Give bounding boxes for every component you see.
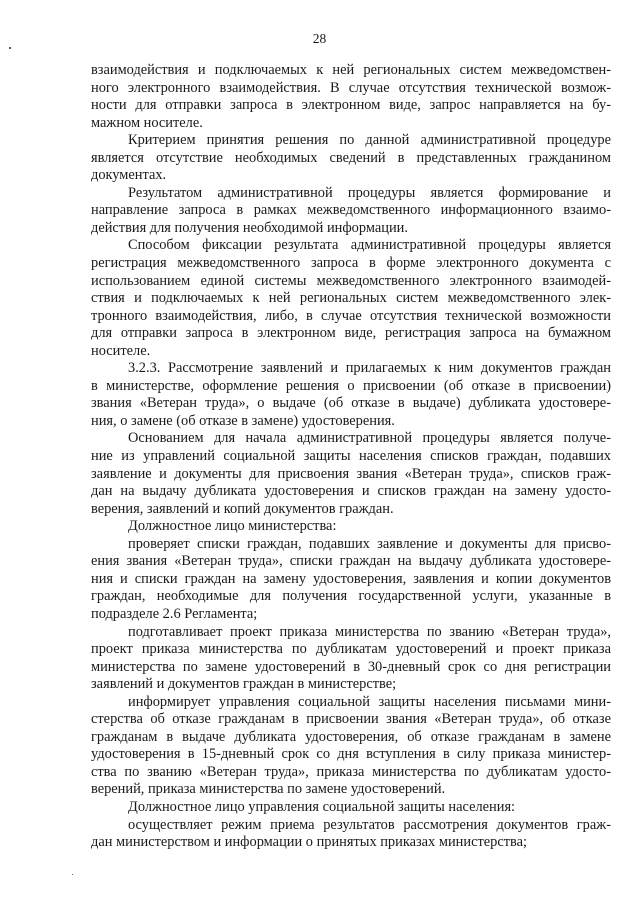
text-line: министерства по замене удостоверений в 30-дневный срок со дня регистрации	[91, 658, 611, 675]
text-line: 3.2.3. Рассмотрение заявлений и прилагаемых к ним документов граждан	[128, 360, 611, 377]
scan-speck	[72, 874, 73, 875]
text-line: в министерстве, оформление решения о присвоении (об отказе в присвоении)	[91, 377, 611, 394]
text-line: для отправки запроса в электронном виде, регистрация запроса на бумажном	[91, 325, 611, 342]
text-line: гражданам в выдаче дубликата удостоверения, об отказе гражданам в замене	[91, 728, 611, 745]
text-line: дан министерством и информации о принятых приказах министерства;	[91, 834, 527, 851]
text-line: является отсутствие необходимых сведений в представленных гражданином	[91, 149, 611, 166]
body-text	[91, 62, 611, 852]
scan-speck	[9, 47, 11, 49]
text-line: заявлений и документов граждан в министерстве;	[91, 676, 397, 693]
text-line: подразделе 2.6 Регламента;	[91, 605, 258, 622]
text-line: стерства об отказе гражданам в присвоении звания «Ветеран труда», об отказе	[91, 711, 611, 728]
text-line: Должностное лицо управления социальной защиты населения:	[128, 798, 516, 815]
text-line: проект приказа министерства по дубликатам удостоверений и проект приказа	[91, 641, 611, 658]
text-line: звания «Ветеран труда», о выдаче (об отказе в выдаче) дубликата удостовере-	[91, 395, 611, 412]
text-line: заявление и документы для присвоения звания «Ветеран труда», списков граж-	[91, 465, 611, 482]
text-line: Основанием для начала административной процедуры является получе-	[128, 430, 611, 447]
text-line: направление запроса в рамках межведомственного информационного взаимо-	[91, 202, 611, 219]
text-line: ного электронного взаимодействия. В случае отсутствия технической возмож-	[91, 79, 611, 96]
text-line: ние из управлений социальной защиты населения списков граждан, подавших	[91, 448, 611, 465]
text-line: информирует управления социальной защиты населения письмами мини-	[128, 693, 611, 710]
text-line: Должностное лицо министерства:	[128, 518, 337, 535]
text-line: подготавливает проект приказа министерства по званию «Ветеран труда»,	[128, 623, 611, 640]
text-line: тронного взаимодействия, либо, в случае отсутствия технической возможности	[91, 307, 611, 324]
text-line: ния и списки граждан на замену удостоверения, заявления и копии документов	[91, 570, 611, 587]
text-line: граждан, необходимые для получения государственной услуги, указанные в	[91, 588, 611, 605]
text-line: взаимодействия и подключаемых к ней региональных систем межведомствен-	[91, 62, 611, 78]
text-line: Способом фиксации результата административной процедуры является	[128, 237, 611, 254]
text-line: носителе.	[91, 342, 151, 359]
text-line: Критерием принятия решения по данной административной процедуре	[128, 132, 611, 149]
text-line: регистрация межведомственного запроса в форме электронного документа с	[91, 255, 611, 272]
text-line: ния, о замене (об отказе в замене) удостоверения.	[91, 412, 395, 429]
text-line: проверяет списки граждан, подавших заявление и документы для присво-	[128, 535, 611, 552]
text-line: документах.	[91, 167, 167, 184]
text-line: использованием единой системы межведомственного электронного взаимодей-	[91, 272, 611, 289]
text-line: ствия и подключаемых к ней региональных систем межведомственного элек-	[91, 290, 611, 307]
text-line: верения, заявлений и копий документов граждан.	[91, 500, 394, 517]
text-line: дан на выдачу дубликата удостоверения и списков граждан на замену удосто-	[91, 483, 611, 500]
text-line: удостоверения в 15-дневный срок со дня вступления в силу приказа министер-	[91, 746, 611, 763]
text-line: верений, приказа министерства по замене удостоверений.	[91, 781, 446, 798]
text-line: мажном носителе.	[91, 114, 203, 131]
text-line: ности для отправки запроса в электронном виде, запрос направляется на бу-	[91, 97, 611, 114]
text-line: ства по званию «Ветеран труда», приказа министерства по дубликатам удосто-	[91, 763, 611, 780]
page-number: 28	[312, 31, 327, 46]
text-line: Результатом административной процедуры является формирование и	[128, 184, 611, 201]
text-line: действия для получения необходимой информации.	[91, 219, 408, 236]
text-line: ения звания «Ветеран труда», списки граждан на выдачу дубликата удостовере-	[91, 553, 611, 570]
text-line: осуществляет режим приема результатов рассмотрения документов граж-	[128, 816, 611, 833]
